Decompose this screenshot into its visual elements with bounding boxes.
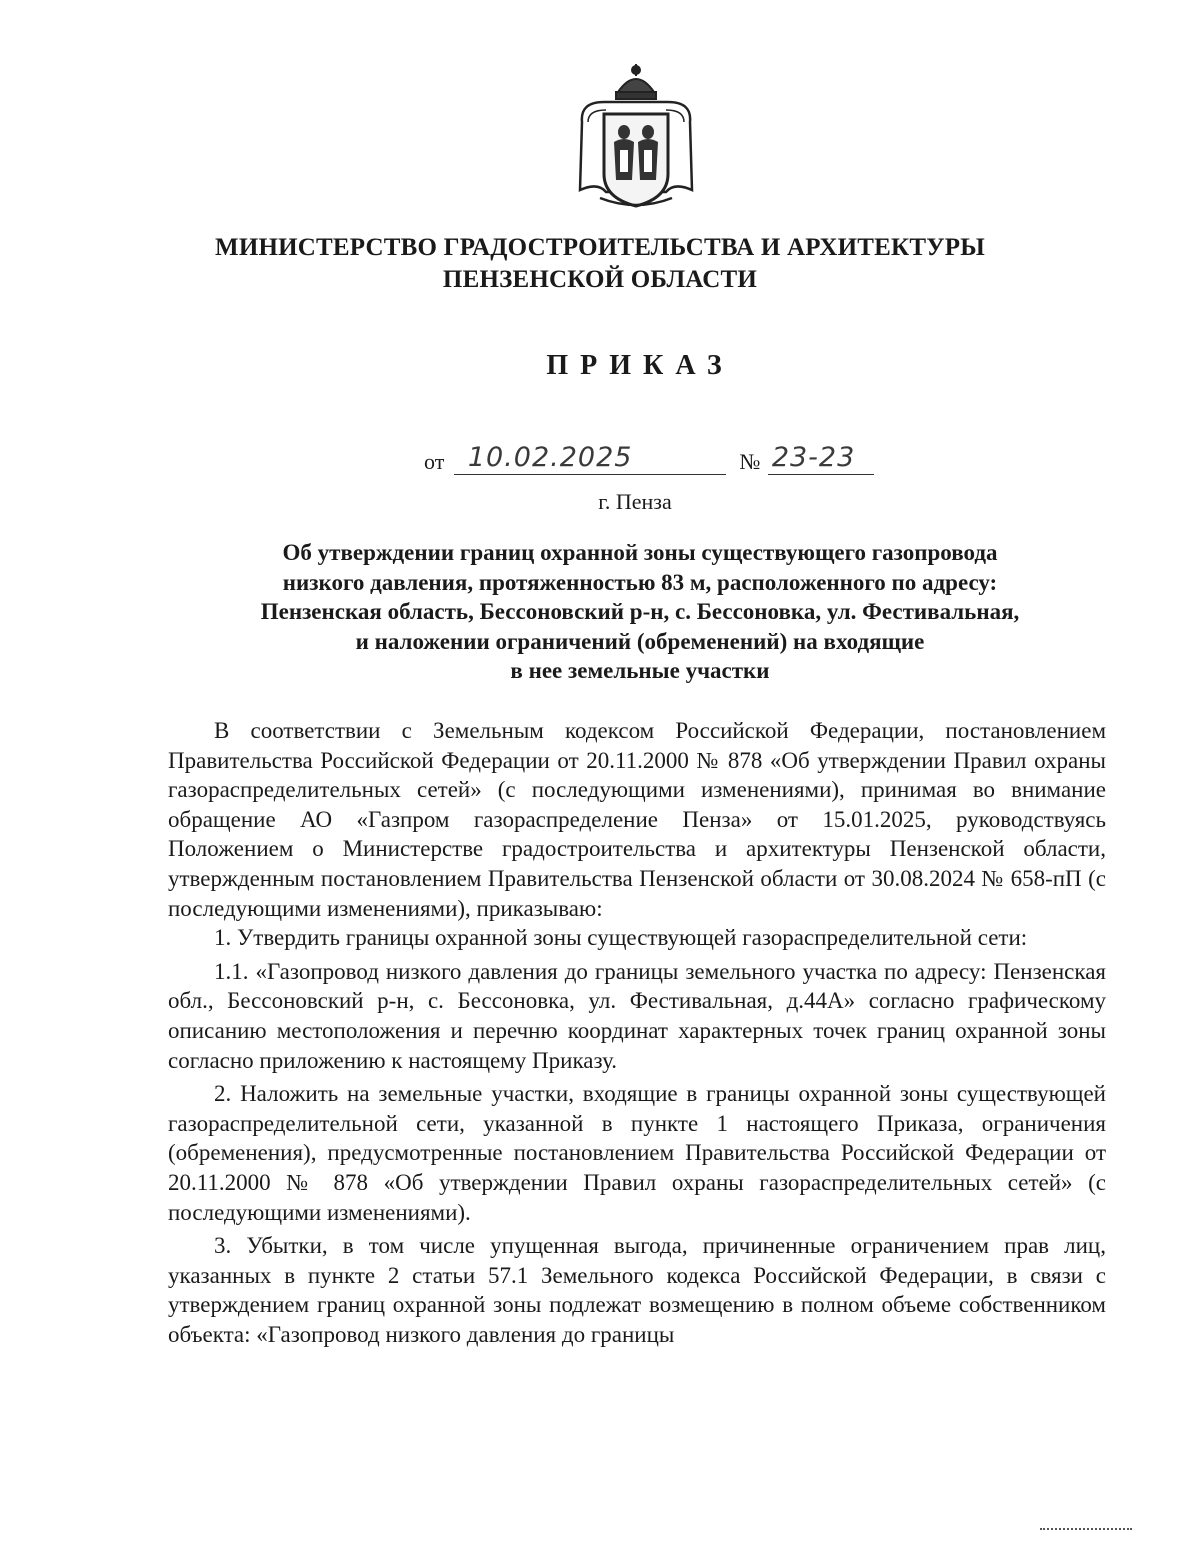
ministry-name-line-2: ПЕНЗЕНСКОЙ ОБЛАСТИ	[442, 266, 758, 293]
title-line: и наложении ограничений (обременений) на входящие	[355, 628, 925, 654]
paragraph-preamble: В соответствии с Земельным кодексом Российской Федерации, постановлением Правительства Российской Федерации от 20.11.2000 № 878 «Об утверждении Правил охраны газораспределительных сетей» (с последующими изменениями), принимая во внимание обращение АО «Газпром газораспределение Пенза» от 15.01.2025, руководствуясь Положением о Министерстве градостроительства и архитектуры Пензенской области, утвержденным постановлением Правительства Пензенской области от 30.08.2024 № 658-пП (с последующими изменениями), приказываю:	[168, 718, 1106, 921]
paragraph-item-1: 1. Утвердить границы охранной зоны существующей газораспределительной сети:	[214, 925, 1028, 951]
number-field: 23-23	[768, 444, 874, 475]
date-prefix: от	[424, 449, 445, 474]
order-body	[168, 716, 1106, 1349]
title-line: Пензенская область, Бессоновский р-н, с. Бессоновка, ул. Фестивальная,	[260, 599, 1020, 624]
order-title	[170, 538, 1110, 686]
date-field: 10.02.2025	[454, 444, 726, 475]
paragraph-item-2: 2. Наложить на земельные участки, входящие в границы охранной зоны существующей газораспределительной сети, указанной в пункте 1 настоящего Приказа, ограничения (обременения), предусмотренные постановлением Правительства Российской Федерации от 20.11.2000 № 878 «Об утверждении Правил охраны газораспределительных сетей» (с последующими изменениями).	[168, 1081, 1106, 1225]
coat-of-arms-emblem	[574, 62, 698, 212]
paragraph-item-1-1: 1.1. «Газопровод низкого давления до границы земельного участка по адресу: Пензенская обл., Бессоновский р-н, с. Бессоновка, ул. Фестивальная, д.44А» согласно графическому описанию местоположения и перечню координат характерных точек границ охранной зоны согласно приложению к настоящему Приказу.	[168, 958, 1106, 1073]
footer-dotted-line	[1040, 1528, 1132, 1530]
date-number-line	[424, 444, 874, 480]
city-name: г. Пенза	[598, 489, 672, 514]
paragraph-item-3: 3. Убытки, в том числе упущенная выгода, причиненные ограничением прав лиц, указанных в пункте 2 статьи 57.1 Земельного кодекса Российской Федерации, в связи с утверждением границ охранной зоны подлежат возмещению в полном объеме собственником объекта: «Газопровод низкого давления до границы	[168, 1233, 1106, 1347]
document-type-heading: ПРИКАЗ	[546, 350, 734, 381]
title-line: Об утверждении границ охранной зоны существующего газопровода	[282, 540, 998, 565]
title-line: в нее земельные участки	[510, 658, 770, 683]
title-line: низкого давления, протяженностью 83 м, расположенного по адресу:	[282, 569, 998, 595]
ministry-name-line-1: МИНИСТЕРСТВО ГРАДОСТРОИТЕЛЬСТВА И АРХИТЕКТУРЫ	[215, 234, 985, 261]
number-prefix: №	[739, 449, 761, 474]
